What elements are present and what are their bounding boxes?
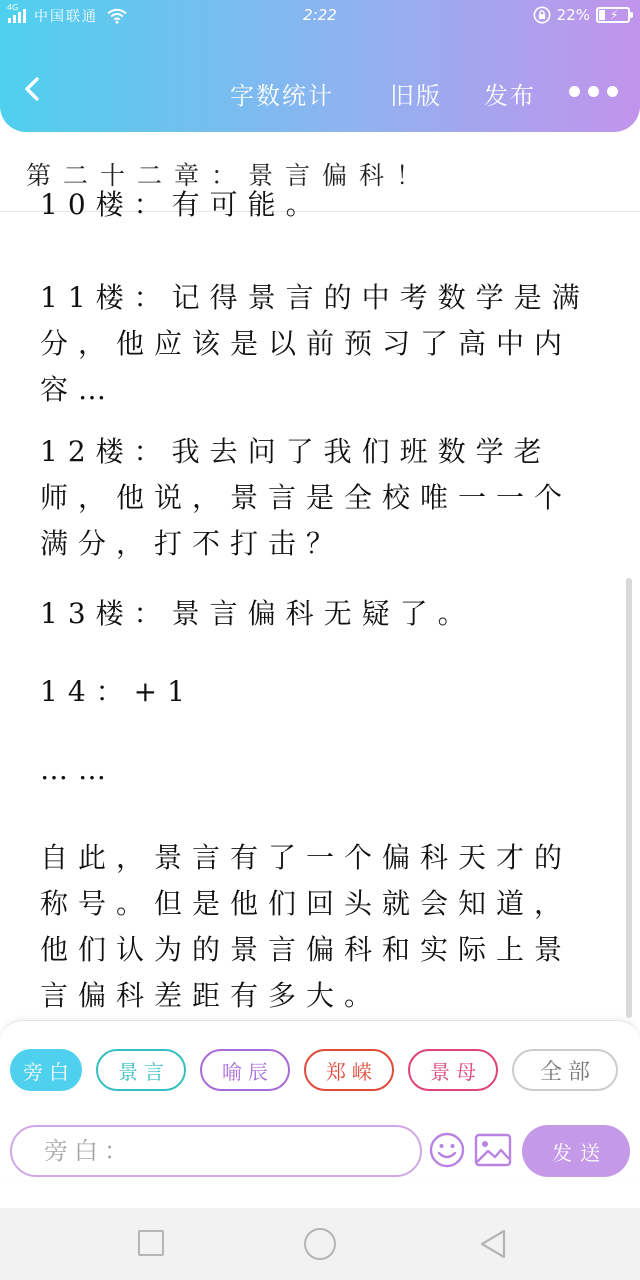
- battery-icon: ⚡: [596, 7, 630, 23]
- role-chips: [10, 1049, 618, 1091]
- paragraph: 14：+1: [40, 675, 195, 708]
- send-button[interactable]: 发送: [522, 1125, 630, 1177]
- status-time: 2:22: [303, 6, 337, 24]
- composer-panel: [0, 1020, 640, 1180]
- message-input-wrapper: [10, 1125, 422, 1177]
- role-chip[interactable]: 景母: [408, 1049, 498, 1091]
- all-roles-button[interactable]: 全部: [512, 1049, 618, 1091]
- status-bar: [0, 0, 640, 32]
- cutoff-paragraph: 10楼：有可能。: [40, 188, 324, 221]
- back-triangle-icon[interactable]: [478, 1228, 508, 1260]
- carrier-name: 中国联通: [34, 9, 98, 25]
- lock-icon: [533, 6, 551, 24]
- role-chip[interactable]: 喻辰: [200, 1049, 290, 1091]
- app-header: [0, 32, 640, 132]
- more-icon[interactable]: [569, 86, 618, 97]
- scrollbar[interactable]: [626, 578, 632, 1018]
- role-chip[interactable]: 郑嵘: [304, 1049, 394, 1091]
- old-version-button[interactable]: 旧版: [390, 82, 442, 110]
- paragraph: 13楼：景言偏科无疑了。: [40, 597, 476, 630]
- back-arrow-icon[interactable]: [20, 76, 46, 102]
- word-count-button[interactable]: 字数统计: [230, 82, 334, 110]
- message-input[interactable]: [12, 1127, 420, 1175]
- home-icon[interactable]: [304, 1228, 336, 1260]
- network-type: 4G: [7, 3, 19, 12]
- paragraph: 12楼：我去问了我们班数学老师，他说，景言是全校唯一一个满分，打不打击？: [40, 435, 573, 560]
- recent-apps-icon[interactable]: [138, 1230, 164, 1256]
- emoji-icon[interactable]: [428, 1131, 466, 1169]
- paragraph: ……: [40, 753, 116, 786]
- paragraph: 自此，景言有了一个偏科天才的称号。但是他们回头就会知道，他们认为的景言偏科和实际上景言偏科差距有多大。: [40, 841, 573, 1012]
- chapter-content[interactable]: [0, 188, 640, 1020]
- role-chip-aside[interactable]: 旁白: [10, 1049, 82, 1091]
- publish-button[interactable]: 发布: [484, 82, 536, 110]
- image-icon[interactable]: [474, 1133, 512, 1167]
- role-chip[interactable]: 景言: [96, 1049, 186, 1091]
- paragraph: 11楼：记得景言的中考数学是满分，他应该是以前预习了高中内容…: [40, 281, 590, 406]
- battery-percent: 22%: [556, 6, 590, 24]
- chapter-title: 第二十二章：景言偏科！: [26, 161, 434, 190]
- system-nav-bar: [0, 1208, 640, 1280]
